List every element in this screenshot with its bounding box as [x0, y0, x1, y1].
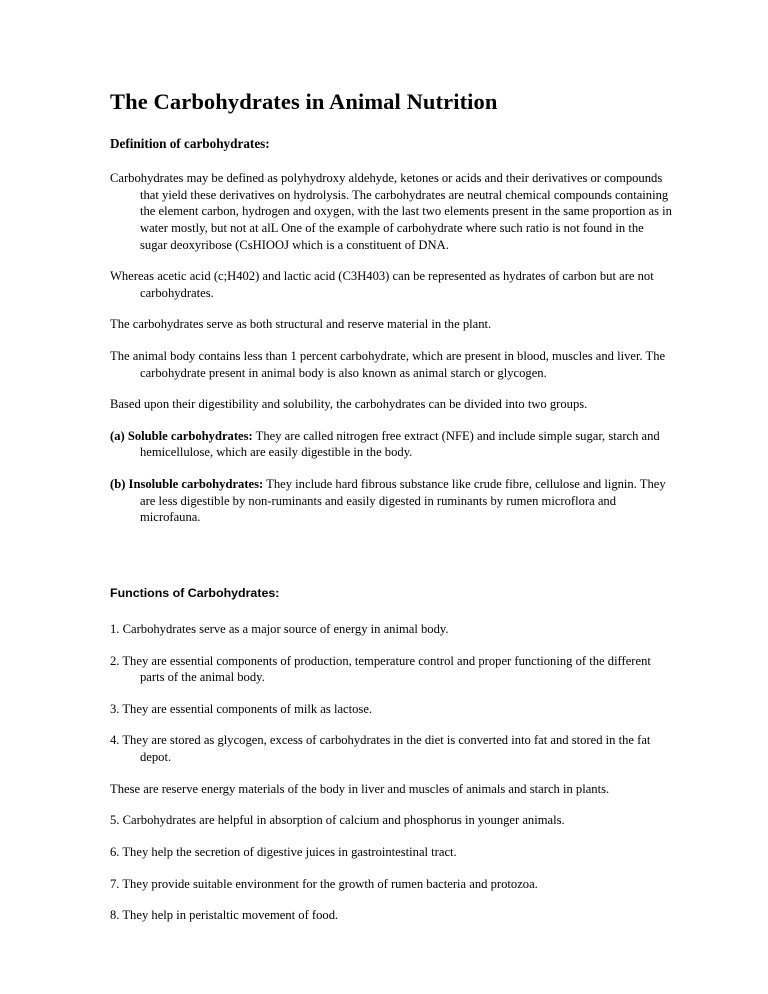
list-item-insoluble-lead: (b) Insoluble carbohydrates: — [110, 477, 264, 492]
paragraph-function-3: 3. They are essential components of milk as lactose. — [110, 701, 373, 716]
paragraph-function-8: 8. They help in peristaltic movement of food. — [110, 908, 339, 923]
list-item-insoluble-text: They include hard fibrous substance like crude fibre, cellulose and lignin. They are less digestible by non-ruminants and easily digested in ruminants by rumen microflora and microfauna. — [140, 477, 666, 525]
page-title: The Carbohydrates in Animal Nutrition — [110, 89, 498, 114]
paragraph-definition-3: The carbohydrates serve as both structural and reserve material in the plant. — [110, 317, 492, 332]
section-heading-functions: Functions of Carbohydrates: — [110, 585, 280, 600]
paragraph-definition-1: Carbohydrates may be defined as polyhydroxy aldehyde, ketones or acids and their derivatives or compounds that yield these derivatives on hydrolysis. The carbohydrates are neutral chemical compounds containing the element carbon, hydrogen and oxygen, with the last two elements present in the same proportion as in water mostly, but not at alL One of the example of carbohydrate where such ratio is not found in the sugar deoxyribose (CsHIOOJ which is a constituent of DNA. — [110, 171, 672, 252]
paragraph-definition-2: Whereas acetic acid (c;H402) and lactic acid (C3H403) can be represented as hydrates of carbon but are not carbohydrates. — [110, 269, 654, 300]
paragraph-function-2: 2. They are essential components of production, temperature control and proper functioning of the different parts of the animal body. — [110, 653, 651, 685]
list-item-soluble-lead: (a) Soluble carbohydrates: — [110, 428, 253, 443]
paragraph-function-7: 7. They provide suitable environment for the growth of rumen bacteria and protozoa. — [110, 876, 538, 891]
paragraph-function-4: 4. They are stored as glycogen, excess of carbohydrates in the diet is converted into fat and stored in the fat depot. — [110, 733, 651, 765]
list-item-soluble-carbohydrates — [110, 428, 672, 461]
paragraph-definition-5: Based upon their digestibility and solubility, the carbohydrates can be divided into two groups. — [110, 397, 588, 412]
list-item-soluble-text: They are called nitrogen free extract (NFE) and include simple sugar, starch and hemicellulose, which are easily digestible in the body. — [140, 428, 660, 460]
section-heading-definition: Definition of carbohydrates: — [110, 136, 270, 151]
list-item-insoluble-carbohydrates — [110, 476, 672, 526]
paragraph-definition-4: The animal body contains less than 1 percent carbohydrate, which are present in blood, muscles and liver. The carbohydrate present in animal body is also known as animal starch or glycogen. — [110, 349, 666, 380]
paragraph-function-6: 6. They help the secretion of digestive juices in gastrointestinal tract. — [110, 844, 457, 859]
paragraph-function-5: 5. Carbohydrates are helpful in absorption of calcium and phosphorus in younger animals. — [110, 813, 565, 828]
paragraph-function-1: 1. Carbohydrates serve as a major source of energy in animal body. — [110, 622, 449, 637]
paragraph-function-note: These are reserve energy materials of the body in liver and muscles of animals and starch in plants. — [110, 781, 610, 796]
section-spacer — [110, 541, 672, 585]
